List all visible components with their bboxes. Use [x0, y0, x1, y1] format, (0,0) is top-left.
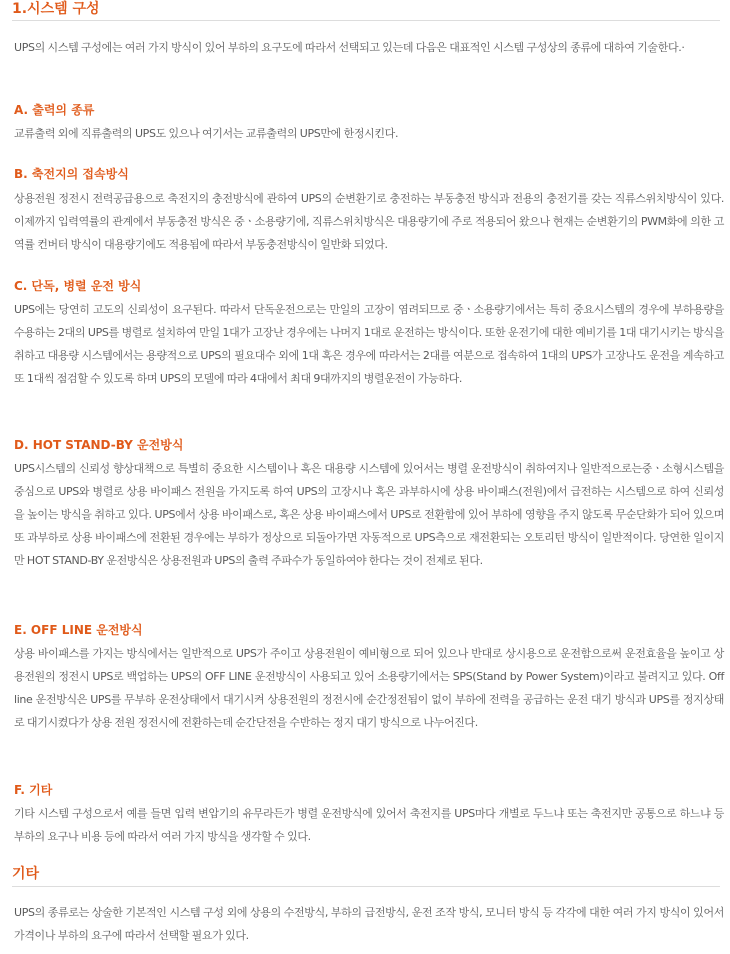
- section-c-body: UPS에는 당연히 고도의 신뢰성이 요구된다. 따라서 단독운전으로는 만일의 고장이 염려되므로 중ㆍ소용량기에서는 특히 중요시스템의 경우에 부하용량을 수용하는 2대의 UPS를 병렬로 설치하여 만일 1대가 고장난 경우에는 나머지 1대로 운전하는 방식이다. 또한 운전기에 대한 예비기를 1대 대기시키는 방식을 취하고 대용량 시스템에서는 용량적으로 UPS의 필요대수 외에 1대 혹은 경우에 따라서는 2대를 여분으로 접속하여 1대의 UPS가 고장나도 운전을 계속하고 또 1대씩 점검할 수 있도록 하며 UPS의 모델에 따라 4대에서 최대 9대까지의 병렬운전이 가능하다.: [14, 303, 724, 385]
- section-a-body: 교류출력 외에 직류출력의 UPS도 있으나 여기서는 교류출력의 UPS만에 한정시킨다.: [14, 127, 399, 140]
- etc-divider: [12, 886, 720, 887]
- section-e-body: 상용 바이패스를 가지는 방식에서는 일반적으로 UPS가 주이고 상용전원이 예비형으로 되어 있으나 반대로 상시용으로 운전함으로써 운전효율을 높이고 상용전원의 정전시 UPS로 백업하는 UPS의 OFF LINE 운전방식이 사용되고 있어 소용량기에서는 SPS(Stand by Power System)이라고 불려지고 있다. Off line 운전방식은 UPS를 무부하 운전상태에서 대기시켜 상용전원의 정전시에 순간정전됨이 없이 부하에 전력을 공급하는 운전 대기 방식과 UPS를 정지상태로 대기시켰다가 상용 전원 정전시에 전환하는데 순간단전을 수반하는 정지 대기 방식으로 나누어진다.: [14, 647, 724, 729]
- section-f-body: 기타 시스템 구성으로서 예를 들면 입력 변압기의 유무라든가 병렬 운전방식에 있어서 축전지를 UPS마다 개별로 두느냐 또는 축전지만 공통으로 하느냐 등 부하의 요구나 비용 등에 따라서 여러 가지 방식을 생각할 수 있다.: [14, 807, 724, 843]
- section-b-heading: B. 축전지의 접속방식: [14, 167, 129, 181]
- section-b-body: 상용전원 정전시 전력공급용으로 축전지의 충전방식에 관하여 UPS의 순변환기로 충전하는 부동충전 방식과 전용의 충전기를 갖는 직류스위치방식이 있다. 이제까지 입력역률의 관계에서 부동충전 방식은 중ㆍ소용량기에, 직류스위치방식은 대용량기에 주로 적용되어 왔으나 현재는 순변환기의 PWM화에 의한 고역률 컨버터 방식이 대용량기에도 적용됨에 따라서 부동충전방식이 일반화 되었다.: [14, 192, 724, 251]
- etc-heading: 기타: [12, 866, 40, 882]
- section-f-heading: F. 기타: [14, 783, 53, 797]
- section-d-body: UPS시스템의 신뢰성 향상대책으로 특별히 중요한 시스템이나 혹은 대용량 시스템에 있어서는 병렬 운전방식이 취하여지나 일반적으로는중ㆍ소형시스템을 중심으로 UPS와 병렬로 상용 바이패스 전원을 가지도록 하여 UPS의 고장시나 혹은 과부하시에 상용 바이패스(전원)에서 급전하는 시스템으로 하여 신뢰성을 높이는 방식을 취하고 있다. UPS에서 상용 바이패스로, 혹은 상용 바이패스에서 UPS로 전환함에 있어 부하에 영향을 주지 않도록 무순단화가 되어 있으며 또 과부하로 상용 바이패스에 전환된 경우에는 부하가 정상으로 되돌아가면 자동적으로 UPS측으로 재전환되는 오토리턴 방식이 일반적이다. 당연한 일이지만 HOT STAND-BY 운전방식은 상용전원과 UPS의 출력 주파수가 동일하여야 한다는 것이 전제로 된다.: [14, 462, 724, 567]
- section-e-heading: E. OFF LINE 운전방식: [14, 623, 143, 637]
- intro-paragraph: UPS의 시스템 구성에는 여러 가지 방식이 있어 부하의 요구도에 따라서 선택되고 있는데 다음은 대표적인 시스템 구성상의 종류에 대하여 기술한다.·: [14, 41, 685, 54]
- etc-body: UPS의 종류로는 상술한 기본적인 시스템 구성 외에 상용의 수전방식, 부하의 급전방식, 운전 조작 방식, 모니터 방식 등 각각에 대한 여러 가지 방식이 있어서 가격이나 부하의 요구에 따라서 선택할 필요가 있다.: [14, 906, 724, 942]
- page-title: 1.시스템 구성: [12, 1, 100, 17]
- section-a-heading: A. 출력의 종류: [14, 103, 95, 117]
- title-divider: [12, 20, 720, 21]
- section-c-heading: C. 단독, 병렬 운전 방식: [14, 279, 142, 293]
- section-d-heading: D. HOT STAND-BY 운전방식: [14, 438, 184, 452]
